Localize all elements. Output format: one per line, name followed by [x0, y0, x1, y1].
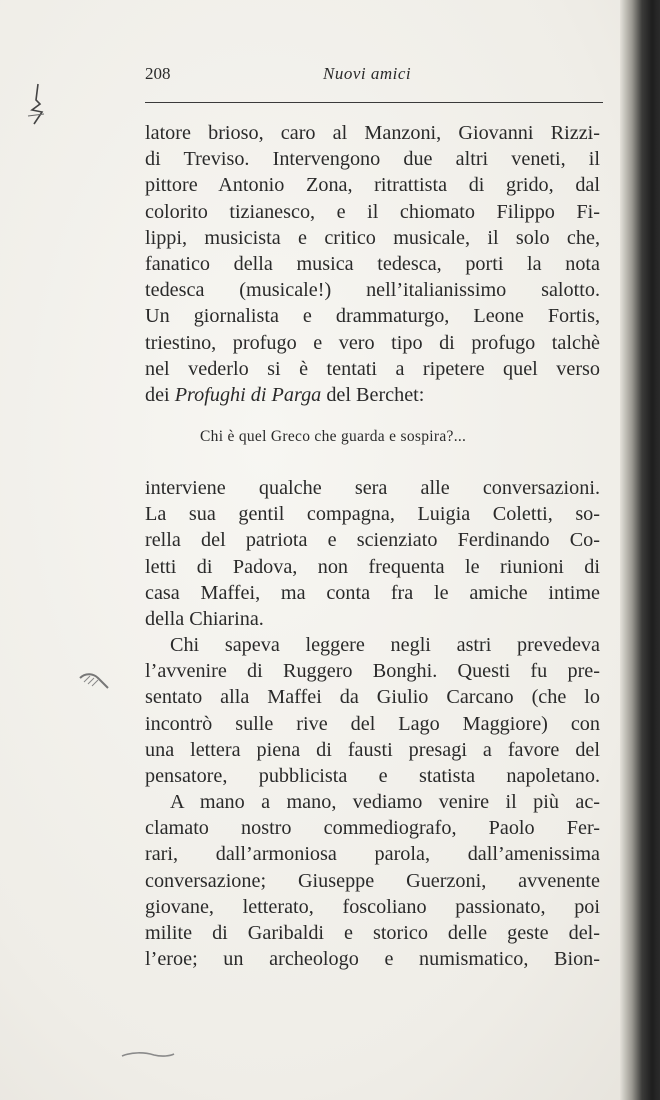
- text-line: milite di Garibaldi e storico delle geste del-: [145, 921, 600, 944]
- work-title-italic: Profughi di Parga: [174, 383, 322, 406]
- quoted-verse: Chi è quel Greco che guarda e sospira?...: [200, 428, 467, 445]
- paragraph-4: [145, 789, 600, 972]
- text-line: l’eroe; un archeologo e numismatico, Bion-: [145, 948, 600, 971]
- paragraph-2: [145, 475, 600, 632]
- header-rule: [145, 102, 603, 103]
- text-line: lippi, musicista e critico musicale, il solo che,: [145, 226, 600, 249]
- text-fragment: dei: [145, 383, 175, 406]
- margin-ink-smudge: [76, 668, 112, 694]
- text-line: colorito tizianesco, e il chiomato Filippo Fi-: [145, 200, 600, 223]
- text-line: rella del patriota e scienziato Ferdinando Co-: [145, 529, 600, 552]
- text-line: fanatico della musica tedesca, porti la nota: [145, 252, 600, 275]
- text-line: l’avvenire di Ruggero Bonghi. Questi fu pre-: [145, 660, 600, 683]
- text-line: La sua gentil compagna, Luigia Coletti, so-: [145, 503, 600, 526]
- text-line: pensatore, pubblicista e statista napoletano.: [145, 764, 600, 787]
- text-line: letti di Padova, non frequenta le riunioni di: [145, 555, 600, 578]
- text-line: Un giornalista e drammaturgo, Leone Fortis,: [145, 305, 600, 328]
- text-line: di Treviso. Intervengono due altri veneti, il: [145, 148, 600, 171]
- text-line: giovane, letterato, foscoliano passionato, poi: [145, 895, 600, 918]
- text-line: interviene qualche sera alle conversazioni.: [145, 477, 600, 499]
- text-line: latore brioso, caro al Manzoni, Giovanni Rizzi-: [145, 122, 600, 144]
- text-line: tedesca (musicale!) nell’italianissimo salotto.: [145, 279, 600, 302]
- text-line: Chi sapeva leggere negli astri prevedeva: [170, 634, 600, 656]
- text-line: casa Maffei, ma conta fra le amiche intime: [145, 581, 600, 604]
- margin-pencil-mark: [24, 80, 54, 130]
- text-line: conversazione; Giuseppe Guerzoni, avvenente: [145, 869, 600, 892]
- text-fragment: del Berchet:: [321, 383, 425, 406]
- text-line: nel vederlo si è tentati a ripetere quel verso: [145, 357, 600, 380]
- text-line: A mano a mano, vediamo venire il più ac-: [170, 791, 600, 813]
- text-line: una lettera piena di fausti presagi a favore del: [145, 738, 600, 761]
- text-line: rari, dall’armoniosa parola, dall’amenissima: [145, 843, 600, 866]
- text-line: [145, 382, 600, 408]
- text-line: incontrò sulle rive del Lago Maggiore) con: [145, 712, 600, 735]
- book-spine-shadow: [620, 0, 660, 1100]
- running-title: Nuovi amici: [323, 64, 412, 83]
- text-line: sentato alla Maffei da Giulio Carcano (che lo: [145, 686, 600, 709]
- page-number: 208: [145, 64, 171, 83]
- text-line: triestino, profugo e vero tipo di profugo talchè: [145, 331, 600, 354]
- text-line: clamato nostro commediografo, Paolo Fer-: [145, 817, 600, 840]
- text-line: della Chiarina.: [145, 607, 264, 630]
- bottom-ink-smudge: [118, 1046, 178, 1062]
- paragraph-1: [145, 120, 600, 408]
- running-head: [145, 64, 605, 90]
- text-line: pittore Antonio Zona, ritrattista di grido, dal: [145, 174, 600, 197]
- paragraph-3: [145, 632, 600, 789]
